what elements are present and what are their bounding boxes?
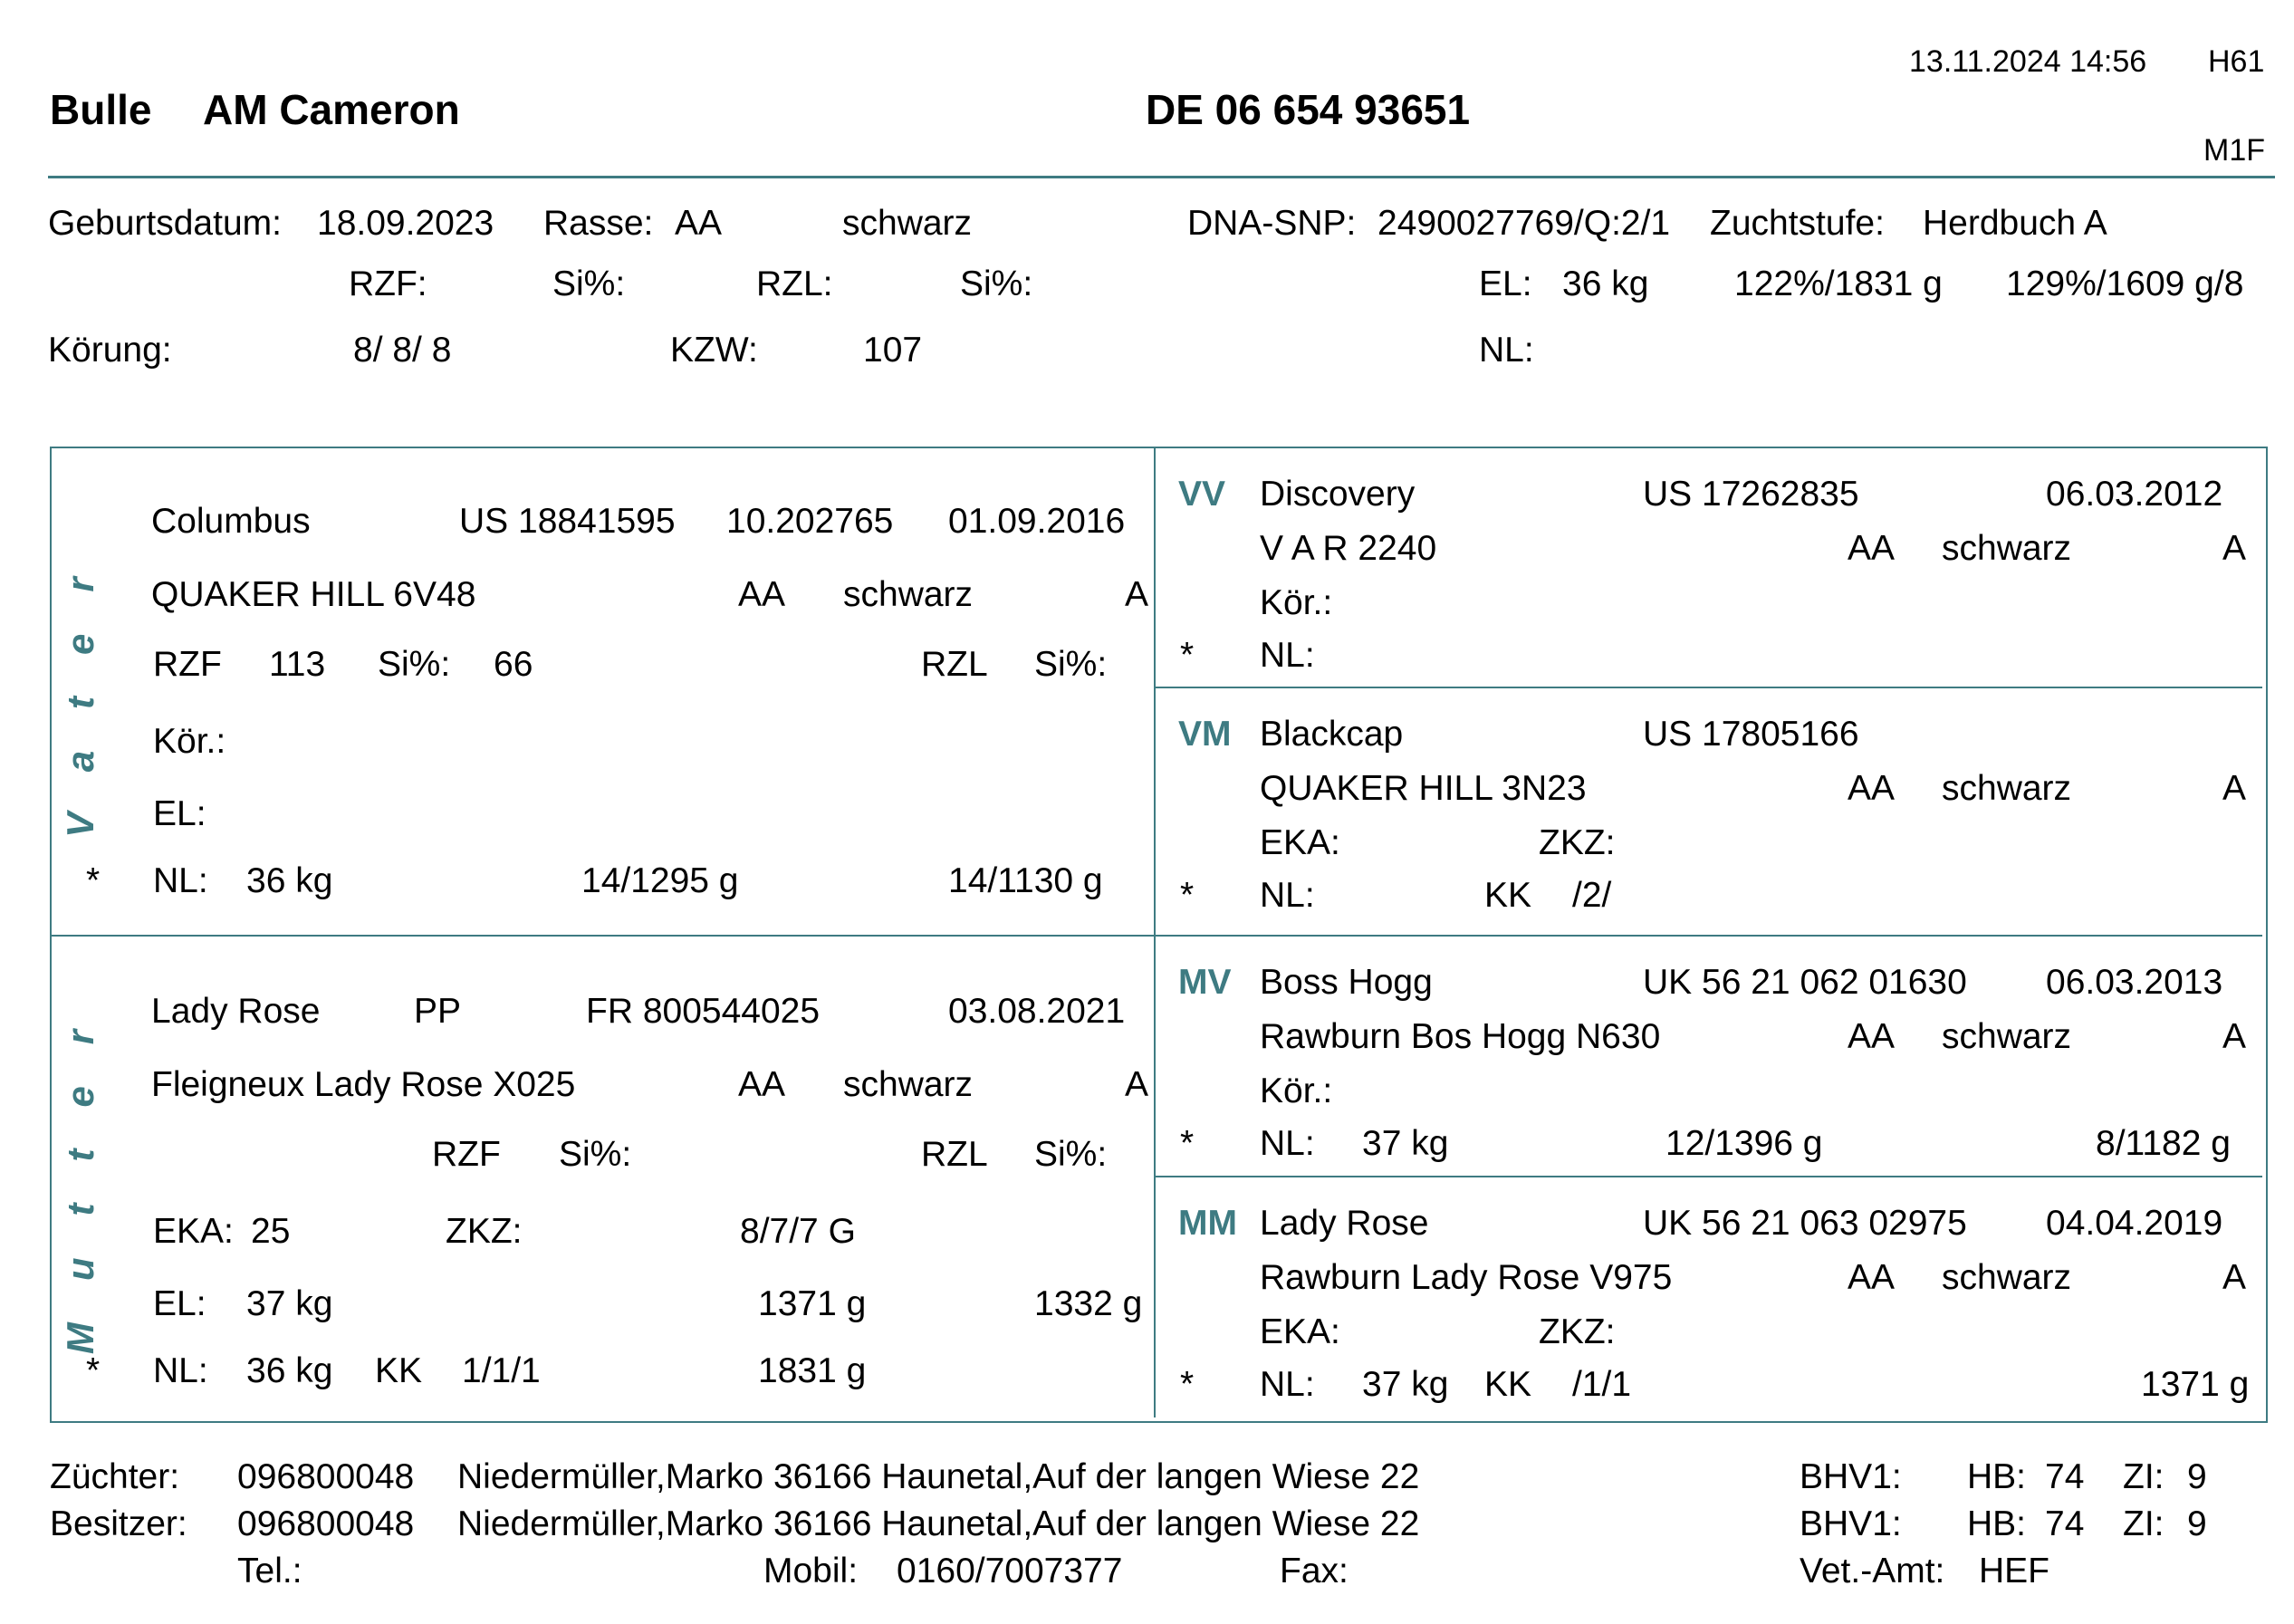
page-code: H61 <box>2208 44 2265 79</box>
dam-eka-label: EKA: <box>153 1212 234 1251</box>
si-label-1: Si%: <box>552 264 626 303</box>
sire-rzl-label: RZL <box>921 645 988 684</box>
zi-label-2: ZI: <box>2123 1504 2164 1543</box>
sire-grade: A <box>1125 575 1149 614</box>
si-label-2: Si%: <box>960 264 1033 303</box>
besitzer-number: 096800048 <box>237 1504 415 1543</box>
besitzer-name-address: Niedermüller,Marko 36166 Haunetal,Auf der langen Wiese 22 <box>457 1504 1420 1543</box>
dam-color: schwarz <box>843 1065 974 1104</box>
bhv1-label-1: BHV1: <box>1800 1457 1902 1496</box>
mm-nl-value-1: 1371 g <box>2141 1365 2250 1404</box>
dam-star: * <box>86 1351 101 1390</box>
nl-label: NL: <box>1479 331 1534 370</box>
vm-nl-label: NL: <box>1260 876 1315 915</box>
vv-herdbook-no: US 17262835 <box>1643 475 1859 514</box>
sire-koer-label: Kör.: <box>153 722 226 761</box>
mm-nl-weight: 37 kg <box>1362 1365 1449 1404</box>
dam-nl-weight: 36 kg <box>246 1351 333 1390</box>
vetamt-label: Vet.-Amt: <box>1800 1552 1945 1590</box>
dam-zkz-value: 8/7/7 G <box>740 1212 856 1251</box>
rasse-label: Rasse: <box>543 204 654 243</box>
dna-snp-value: 2490027769/Q:2/1 <box>1377 204 1671 243</box>
dam-kk-label: KK <box>375 1351 423 1390</box>
vv-koer-label: Kör.: <box>1260 583 1333 622</box>
sire-breed: AA <box>738 575 786 614</box>
animal-id: DE 06 654 93651 <box>1146 86 1471 133</box>
print-datetime: 13.11.2024 14:56 <box>1909 44 2147 79</box>
dam-birth-date: 03.08.2021 <box>948 992 1126 1031</box>
dam-breed: AA <box>738 1065 786 1104</box>
vm-color: schwarz <box>1942 769 2072 808</box>
mv-grade: A <box>2222 1017 2247 1056</box>
hb-label-2: HB: <box>1967 1504 2027 1543</box>
mm-box <box>1156 1177 2262 1417</box>
mv-breed: AA <box>1848 1017 1896 1056</box>
mobil-value: 0160/7007377 <box>897 1552 1123 1590</box>
tel-label: Tel.: <box>237 1552 302 1590</box>
rasse-value: AA <box>675 204 723 243</box>
mm-herdbook-no: UK 56 21 063 02975 <box>1643 1204 1967 1243</box>
mm-star: * <box>1180 1365 1195 1404</box>
el-weight: 36 kg <box>1562 264 1649 303</box>
mv-box <box>1156 937 2262 1176</box>
mm-zkz-label: ZKZ: <box>1539 1312 1616 1351</box>
vv-star: * <box>1180 636 1195 675</box>
sire-star: * <box>86 861 101 900</box>
vm-box <box>1156 688 2262 935</box>
dam-zkz-label: ZKZ: <box>446 1212 523 1251</box>
mm-nl-label: NL: <box>1260 1365 1315 1404</box>
mv-nl-weight: 37 kg <box>1362 1124 1449 1163</box>
hb-value-1: 74 <box>2045 1457 2085 1496</box>
sire-birth-date: 01.09.2016 <box>948 502 1126 541</box>
animal-name: AM Cameron <box>203 86 460 133</box>
geburtsdatum-label: Geburtsdatum: <box>48 204 282 243</box>
farbe-value: schwarz <box>842 204 973 243</box>
vm-breed: AA <box>1848 769 1896 808</box>
mv-nl-value-2: 8/1182 g <box>2096 1124 2231 1163</box>
vm-full-name: QUAKER HILL 3N23 <box>1260 769 1587 808</box>
mm-kk-label: KK <box>1484 1365 1532 1404</box>
dam-kk-value: 1/1/1 <box>462 1351 541 1390</box>
mv-full-name: Rawburn Bos Hogg N630 <box>1260 1017 1661 1056</box>
mm-color: schwarz <box>1942 1258 2072 1297</box>
dam-el-value-1: 1371 g <box>758 1284 867 1323</box>
koerung-label: Körung: <box>48 331 172 370</box>
sire-reg-no: 10.202765 <box>726 502 894 541</box>
vm-name: Blackcap <box>1260 715 1404 754</box>
vv-color: schwarz <box>1942 529 2072 568</box>
dam-rzl-label: RZL <box>921 1135 988 1174</box>
dam-role-label: Mutter <box>59 987 101 1355</box>
vv-nl-label: NL: <box>1260 636 1315 675</box>
hb-label-1: HB: <box>1967 1457 2027 1496</box>
sire-nl-label: NL: <box>153 861 208 900</box>
besitzer-label: Besitzer: <box>50 1504 187 1543</box>
mv-birth-date: 06.03.2013 <box>2046 963 2223 1002</box>
sire-nl-value-2: 14/1130 g <box>948 861 1103 900</box>
mv-star: * <box>1180 1124 1195 1163</box>
mm-code: MM <box>1178 1204 1237 1243</box>
dam-si2-label: Si%: <box>1034 1135 1108 1174</box>
sire-color: schwarz <box>843 575 974 614</box>
sire-role-label: Vater <box>59 535 101 838</box>
mm-kk-value: /1/1 <box>1572 1365 1632 1404</box>
zi-value-2: 9 <box>2187 1504 2207 1543</box>
sire-si1-label: Si%: <box>378 645 451 684</box>
animal-type: Bulle <box>50 86 152 133</box>
sire-si2-label: Si%: <box>1034 645 1108 684</box>
sire-el-label: EL: <box>153 794 206 833</box>
mm-name: Lady Rose <box>1260 1204 1429 1243</box>
dam-eka-value: 25 <box>251 1212 291 1251</box>
vm-grade: A <box>2222 769 2247 808</box>
mv-nl-label: NL: <box>1260 1124 1315 1163</box>
vv-box <box>1156 448 2262 687</box>
fax-label: Fax: <box>1280 1552 1349 1590</box>
bhv1-label-2: BHV1: <box>1800 1504 1902 1543</box>
dam-si1-label: Si%: <box>559 1135 632 1174</box>
zuchtstufe-value: Herdbuch A <box>1923 204 2107 243</box>
vm-star: * <box>1180 876 1195 915</box>
mv-code: MV <box>1178 963 1232 1002</box>
mv-name: Boss Hogg <box>1260 963 1433 1002</box>
sire-nl-weight: 36 kg <box>246 861 333 900</box>
vm-zkz-label: ZKZ: <box>1539 823 1616 862</box>
sire-full-name: QUAKER HILL 6V48 <box>151 575 476 614</box>
dam-nl-label: NL: <box>153 1351 208 1390</box>
zi-label-1: ZI: <box>2123 1457 2164 1496</box>
mm-full-name: Rawburn Lady Rose V975 <box>1260 1258 1673 1297</box>
sire-box <box>52 448 1154 935</box>
vm-kk-value: /2/ <box>1572 876 1612 915</box>
koerung-value: 8/ 8/ 8 <box>353 331 452 370</box>
vm-kk-label: KK <box>1484 876 1532 915</box>
dam-name: Lady Rose <box>151 992 321 1031</box>
mv-koer-label: Kör.: <box>1260 1071 1333 1110</box>
vm-eka-label: EKA: <box>1260 823 1340 862</box>
sire-si1-value: 66 <box>494 645 533 684</box>
sire-rzf-label: RZF <box>153 645 222 684</box>
rzl-label: RZL: <box>756 264 833 303</box>
dam-rzf-label: RZF <box>432 1135 501 1174</box>
vv-full-name: V A R 2240 <box>1260 529 1437 568</box>
zuechter-name-address: Niedermüller,Marko 36166 Haunetal,Auf der langen Wiese 22 <box>457 1457 1420 1496</box>
dam-herdbook-no: FR 800544025 <box>586 992 821 1031</box>
dam-grade: A <box>1125 1065 1149 1104</box>
mv-herdbook-no: UK 56 21 062 01630 <box>1643 963 1967 1002</box>
mm-birth-date: 04.04.2019 <box>2046 1204 2223 1243</box>
vv-grade: A <box>2222 529 2247 568</box>
dam-el-value-2: 1332 g <box>1034 1284 1143 1323</box>
dam-el-label: EL: <box>153 1284 206 1323</box>
dna-snp-label: DNA-SNP: <box>1187 204 1357 243</box>
dam-el-weight: 37 kg <box>246 1284 333 1323</box>
el-label: EL: <box>1479 264 1532 303</box>
rzf-label: RZF: <box>349 264 427 303</box>
zuechter-number: 096800048 <box>237 1457 415 1496</box>
geburtsdatum-value: 18.09.2023 <box>317 204 494 243</box>
sire-herdbook-no: US 18841595 <box>459 502 676 541</box>
vv-name: Discovery <box>1260 475 1416 514</box>
kzw-label: KZW: <box>670 331 758 370</box>
vv-birth-date: 06.03.2012 <box>2046 475 2223 514</box>
header-rule <box>48 176 2275 178</box>
mm-breed: AA <box>1848 1258 1896 1297</box>
vv-code: VV <box>1178 475 1226 514</box>
dam-nl-value-1: 1831 g <box>758 1351 867 1390</box>
el-value-1: 122%/1831 g <box>1734 264 1943 303</box>
mv-color: schwarz <box>1942 1017 2072 1056</box>
dam-box <box>52 937 1154 1417</box>
zi-value-1: 9 <box>2187 1457 2207 1496</box>
mm-eka-label: EKA: <box>1260 1312 1340 1351</box>
mm-grade: A <box>2222 1258 2247 1297</box>
vm-herdbook-no: US 17805166 <box>1643 715 1859 754</box>
dam-full-name: Fleigneux Lady Rose X025 <box>151 1065 576 1104</box>
sire-rzf-value: 113 <box>269 645 326 684</box>
dam-horn-status: PP <box>414 992 462 1031</box>
zuchtstufe-label: Zuchtstufe: <box>1710 204 1885 243</box>
kzw-value: 107 <box>863 331 923 370</box>
vetamt-value: HEF <box>1979 1552 2049 1590</box>
el-value-2: 129%/1609 g/8 <box>2006 264 2244 303</box>
sire-nl-value-1: 14/1295 g <box>581 861 739 900</box>
mv-nl-value-1: 12/1396 g <box>1665 1124 1823 1163</box>
vm-code: VM <box>1178 715 1232 754</box>
form-code: M1F <box>2203 133 2265 168</box>
vv-breed: AA <box>1848 529 1896 568</box>
zuechter-label: Züchter: <box>50 1457 180 1496</box>
sire-name: Columbus <box>151 502 311 541</box>
pedigree-grid <box>50 447 2268 1423</box>
mobil-label: Mobil: <box>763 1552 859 1590</box>
hb-value-2: 74 <box>2045 1504 2085 1543</box>
